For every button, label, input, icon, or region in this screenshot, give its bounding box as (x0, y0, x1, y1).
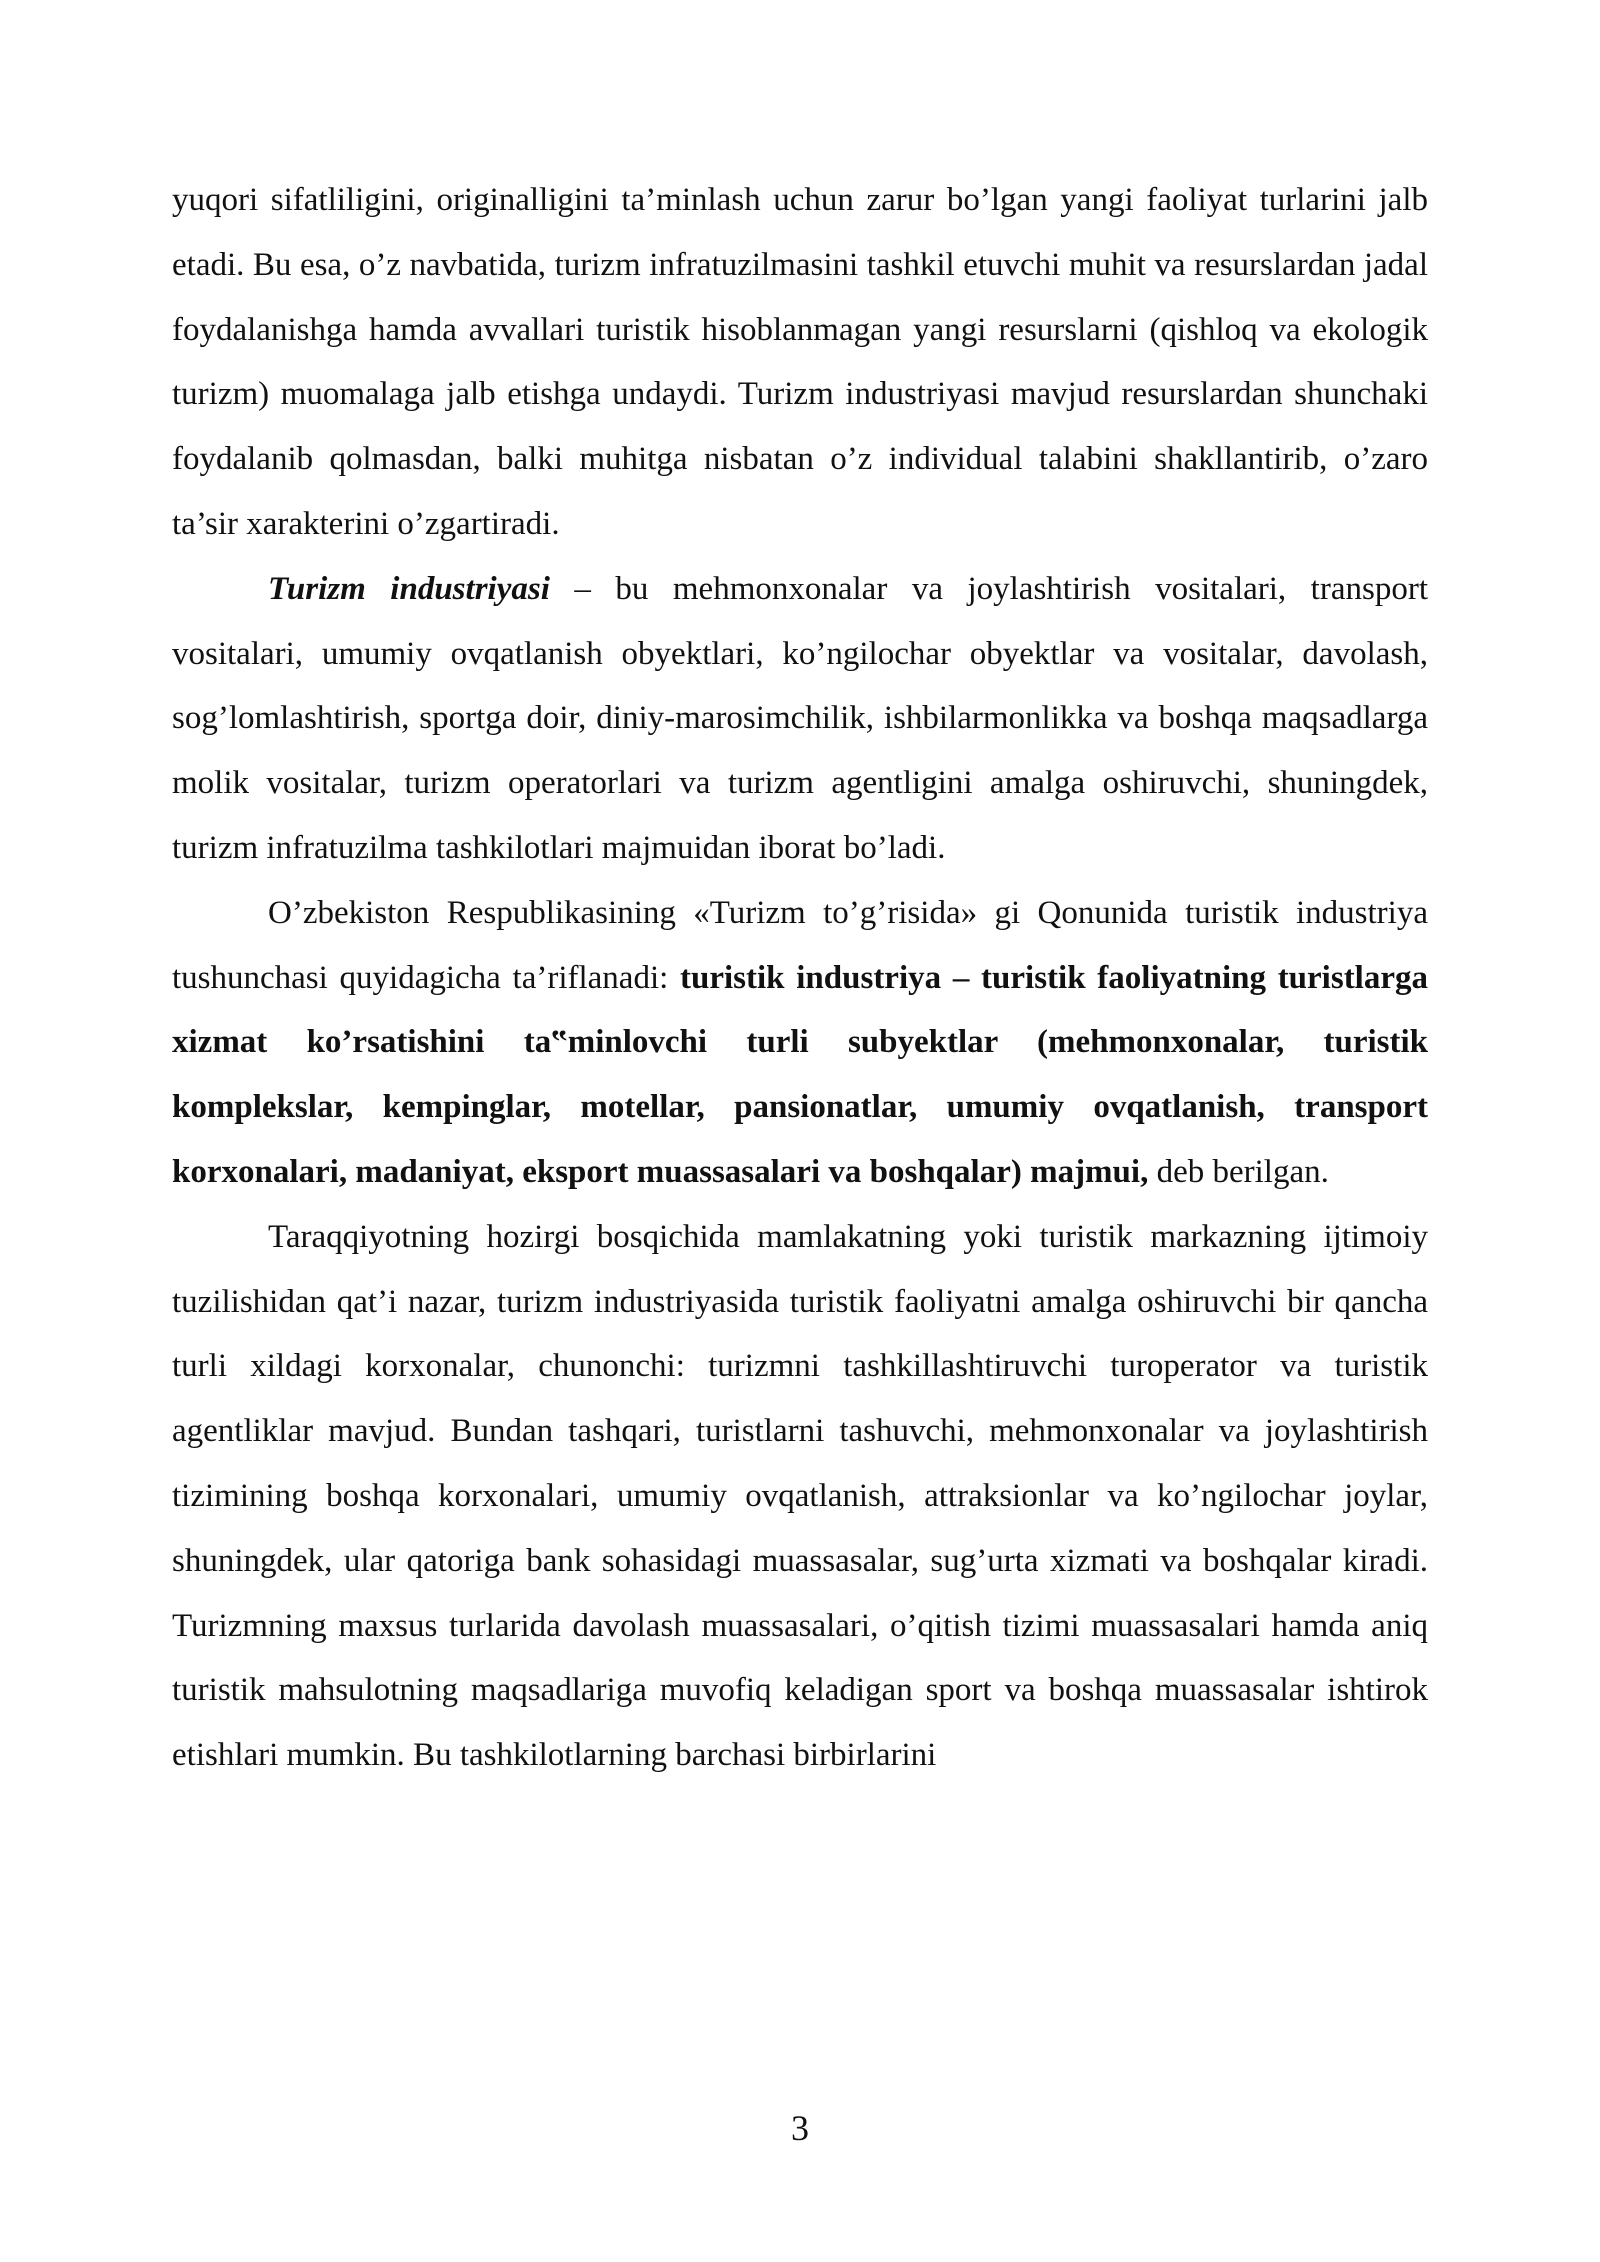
paragraph-definition (172, 557, 1428, 881)
page-number: 3 (791, 2108, 809, 2148)
document-body (172, 168, 1428, 1788)
law-intro-text: O’zbekiston Respublikasining «Turizm to’g’risida» gi Qonunida turistik industriya tushunchasi quyidagicha ta’riflanadi: (172, 894, 1428, 996)
law-definition-bold: turistik industriya – turistik faoliyatning turistlarga xizmat ko’rsatishini ta‟minlovchi turli subyektlar (mehmonxonalar, turistik komplekslar, kempinglar, motellar, pansionatlar, umumiy ovqatlanish, transport korxonalari, madaniyat, eksport muassasalari va boshqalar) majmui, (172, 959, 1428, 1190)
defined-term: Turizm industriyasi (268, 570, 550, 607)
paragraph-enterprises: Taraqqiyotning hozirgi bosqichida mamlakatning yoki turistik markazning ijtimoiy tuzilishidan qat’i nazar, turizm industriyasida turistik faoliyatni amalga oshiruvchi bir qancha turli xildagi korxonalar, chunonchi: turizmni tashkillashtiruvchi turoperator va turistik agentliklar mavjud. Bundan tashqari, turistlarni tashuvchi, mehmonxonalar va joylashtirish tizimining boshqa korxonalari, umumiy ovqatlanish, attraksionlar va ko’ngilochar joylar, shuningdek, ular qatoriga bank sohasidagi muassasalar, sug’urta xizmati va boshqalar kiradi. Turizmning maxsus turlarida davolash muassasalari, o’qitish tizimi muassasalari hamda aniq turistik mahsulotning maqsadlariga muvofiq keladigan sport va boshqa muassasalar ishtirok etishlari mumkin. Bu tashkilotlarning barchasi birbirlarini (172, 1218, 1428, 1774)
paragraph-continuation: yuqori sifatliligini, originalligini ta’minlash uchun zarur bo’lgan yangi faoliyat turlarini jalb etadi. Bu esa, o’z navbatida, turizm infratuzilmasini tashkil etuvchi muhit va resurslardan jadal foydalanishga hamda avvallari turistik hisoblanmagan yangi resurslarni (qishloq va ekologik turizm) muomalaga jalb etishga undaydi. Turizm industriyasi mavjud resurslardan shunchaki foydalanib qolmasdan, balki muhitga nisbatan o’z individual talabini shakllantirib, o’zaro ta’sir xarakterini o’zgartiradi. (172, 182, 1428, 542)
definition-text: – bu mehmonxonalar va joylashtirish vositalari, transport vositalari, umumiy ovqatlanish obyektlari, ko’ngilochar obyektlar va vositalar, davolash, sog’lomlashtirish, sportga doir, diniy-marosimchilik, ishbilarmonlikka va boshqa maqsadlarga molik vositalar, turizm operatorlari va turizm agentligini amalga oshiruvchi, shuningdek, turizm infratuzilma tashkilotlari majmuidan iborat bo’ladi. (172, 570, 1428, 866)
paragraph-law-citation (172, 881, 1428, 1205)
law-closing-text: deb berilgan. (1148, 1153, 1329, 1190)
